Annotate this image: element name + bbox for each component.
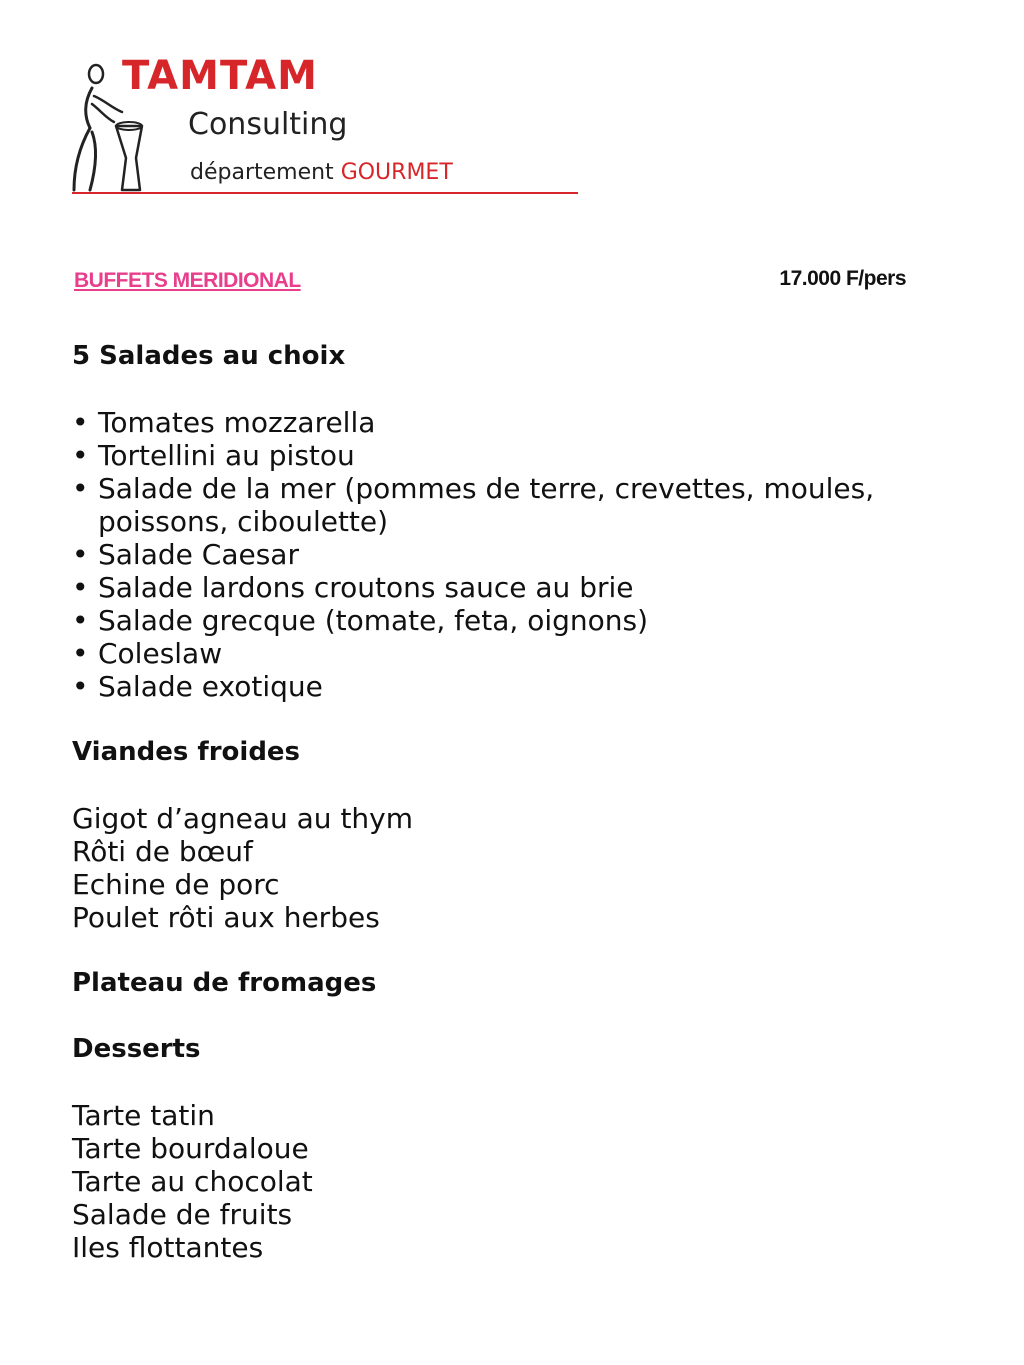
list-item-label: Salade grecque (tomate, feta, oignons) bbox=[98, 604, 649, 637]
list-item bbox=[72, 472, 952, 538]
logo-subtitle: Consulting bbox=[188, 107, 348, 142]
bullet: • bbox=[72, 670, 89, 703]
menu-item: Salade de fruits bbox=[72, 1198, 293, 1231]
menu-body bbox=[72, 340, 952, 1264]
bullet: • bbox=[72, 472, 89, 505]
section-heading-viandes: Viandes froides bbox=[72, 737, 301, 767]
list-item bbox=[72, 571, 952, 604]
bullet: • bbox=[72, 439, 89, 472]
list-item bbox=[72, 439, 952, 472]
buffet-title: BUFFETS MERIDIONAL bbox=[74, 269, 301, 292]
company-logo bbox=[70, 53, 582, 198]
list-item bbox=[72, 538, 952, 571]
menu-item: Echine de porc bbox=[72, 868, 280, 901]
section-heading-salades: 5 Salades au choix bbox=[72, 341, 346, 371]
salades-list bbox=[72, 406, 952, 703]
logo-brand: TAMTAM bbox=[122, 53, 318, 99]
list-item bbox=[72, 637, 952, 670]
bullet: • bbox=[72, 406, 89, 439]
menu-item: Iles flottantes bbox=[72, 1231, 264, 1264]
bullet: • bbox=[72, 538, 89, 571]
menu-item: Tarte au chocolat bbox=[72, 1165, 313, 1198]
list-item-label: Salade de la mer (pommes de terre, crevettes, moules, poissons, ciboulette) bbox=[98, 472, 875, 538]
list-item-label: Tortellini au pistou bbox=[98, 439, 355, 472]
bullet: • bbox=[72, 571, 89, 604]
logo-department bbox=[190, 162, 453, 184]
logo-department-prefix: département bbox=[190, 160, 341, 185]
menu-item: Tarte tatin bbox=[72, 1099, 215, 1132]
price-per-person: 17.000 F/pers bbox=[779, 267, 906, 290]
logo-divider bbox=[72, 192, 578, 194]
bullet: • bbox=[72, 604, 89, 637]
list-item bbox=[72, 406, 952, 439]
menu-item: Rôti de bœuf bbox=[72, 835, 253, 868]
bullet: • bbox=[72, 637, 89, 670]
list-item-label: Coleslaw bbox=[98, 637, 223, 670]
logo-department-accent: GOURMET bbox=[340, 160, 453, 185]
section-heading-fromages: Plateau de fromages bbox=[72, 968, 377, 998]
list-item-label: Tomates mozzarella bbox=[98, 406, 376, 439]
menu-item: Tarte bourdaloue bbox=[72, 1132, 309, 1165]
list-item-label: Salade Caesar bbox=[98, 538, 299, 571]
menu-item: Poulet rôti aux herbes bbox=[72, 901, 380, 934]
list-item bbox=[72, 670, 952, 703]
section-heading-desserts: Desserts bbox=[72, 1034, 201, 1064]
list-item-label: Salade lardons croutons sauce au brie bbox=[98, 571, 634, 604]
list-item bbox=[72, 604, 952, 637]
list-item-label: Salade exotique bbox=[98, 670, 323, 703]
menu-item: Gigot d’agneau au thym bbox=[72, 802, 414, 835]
